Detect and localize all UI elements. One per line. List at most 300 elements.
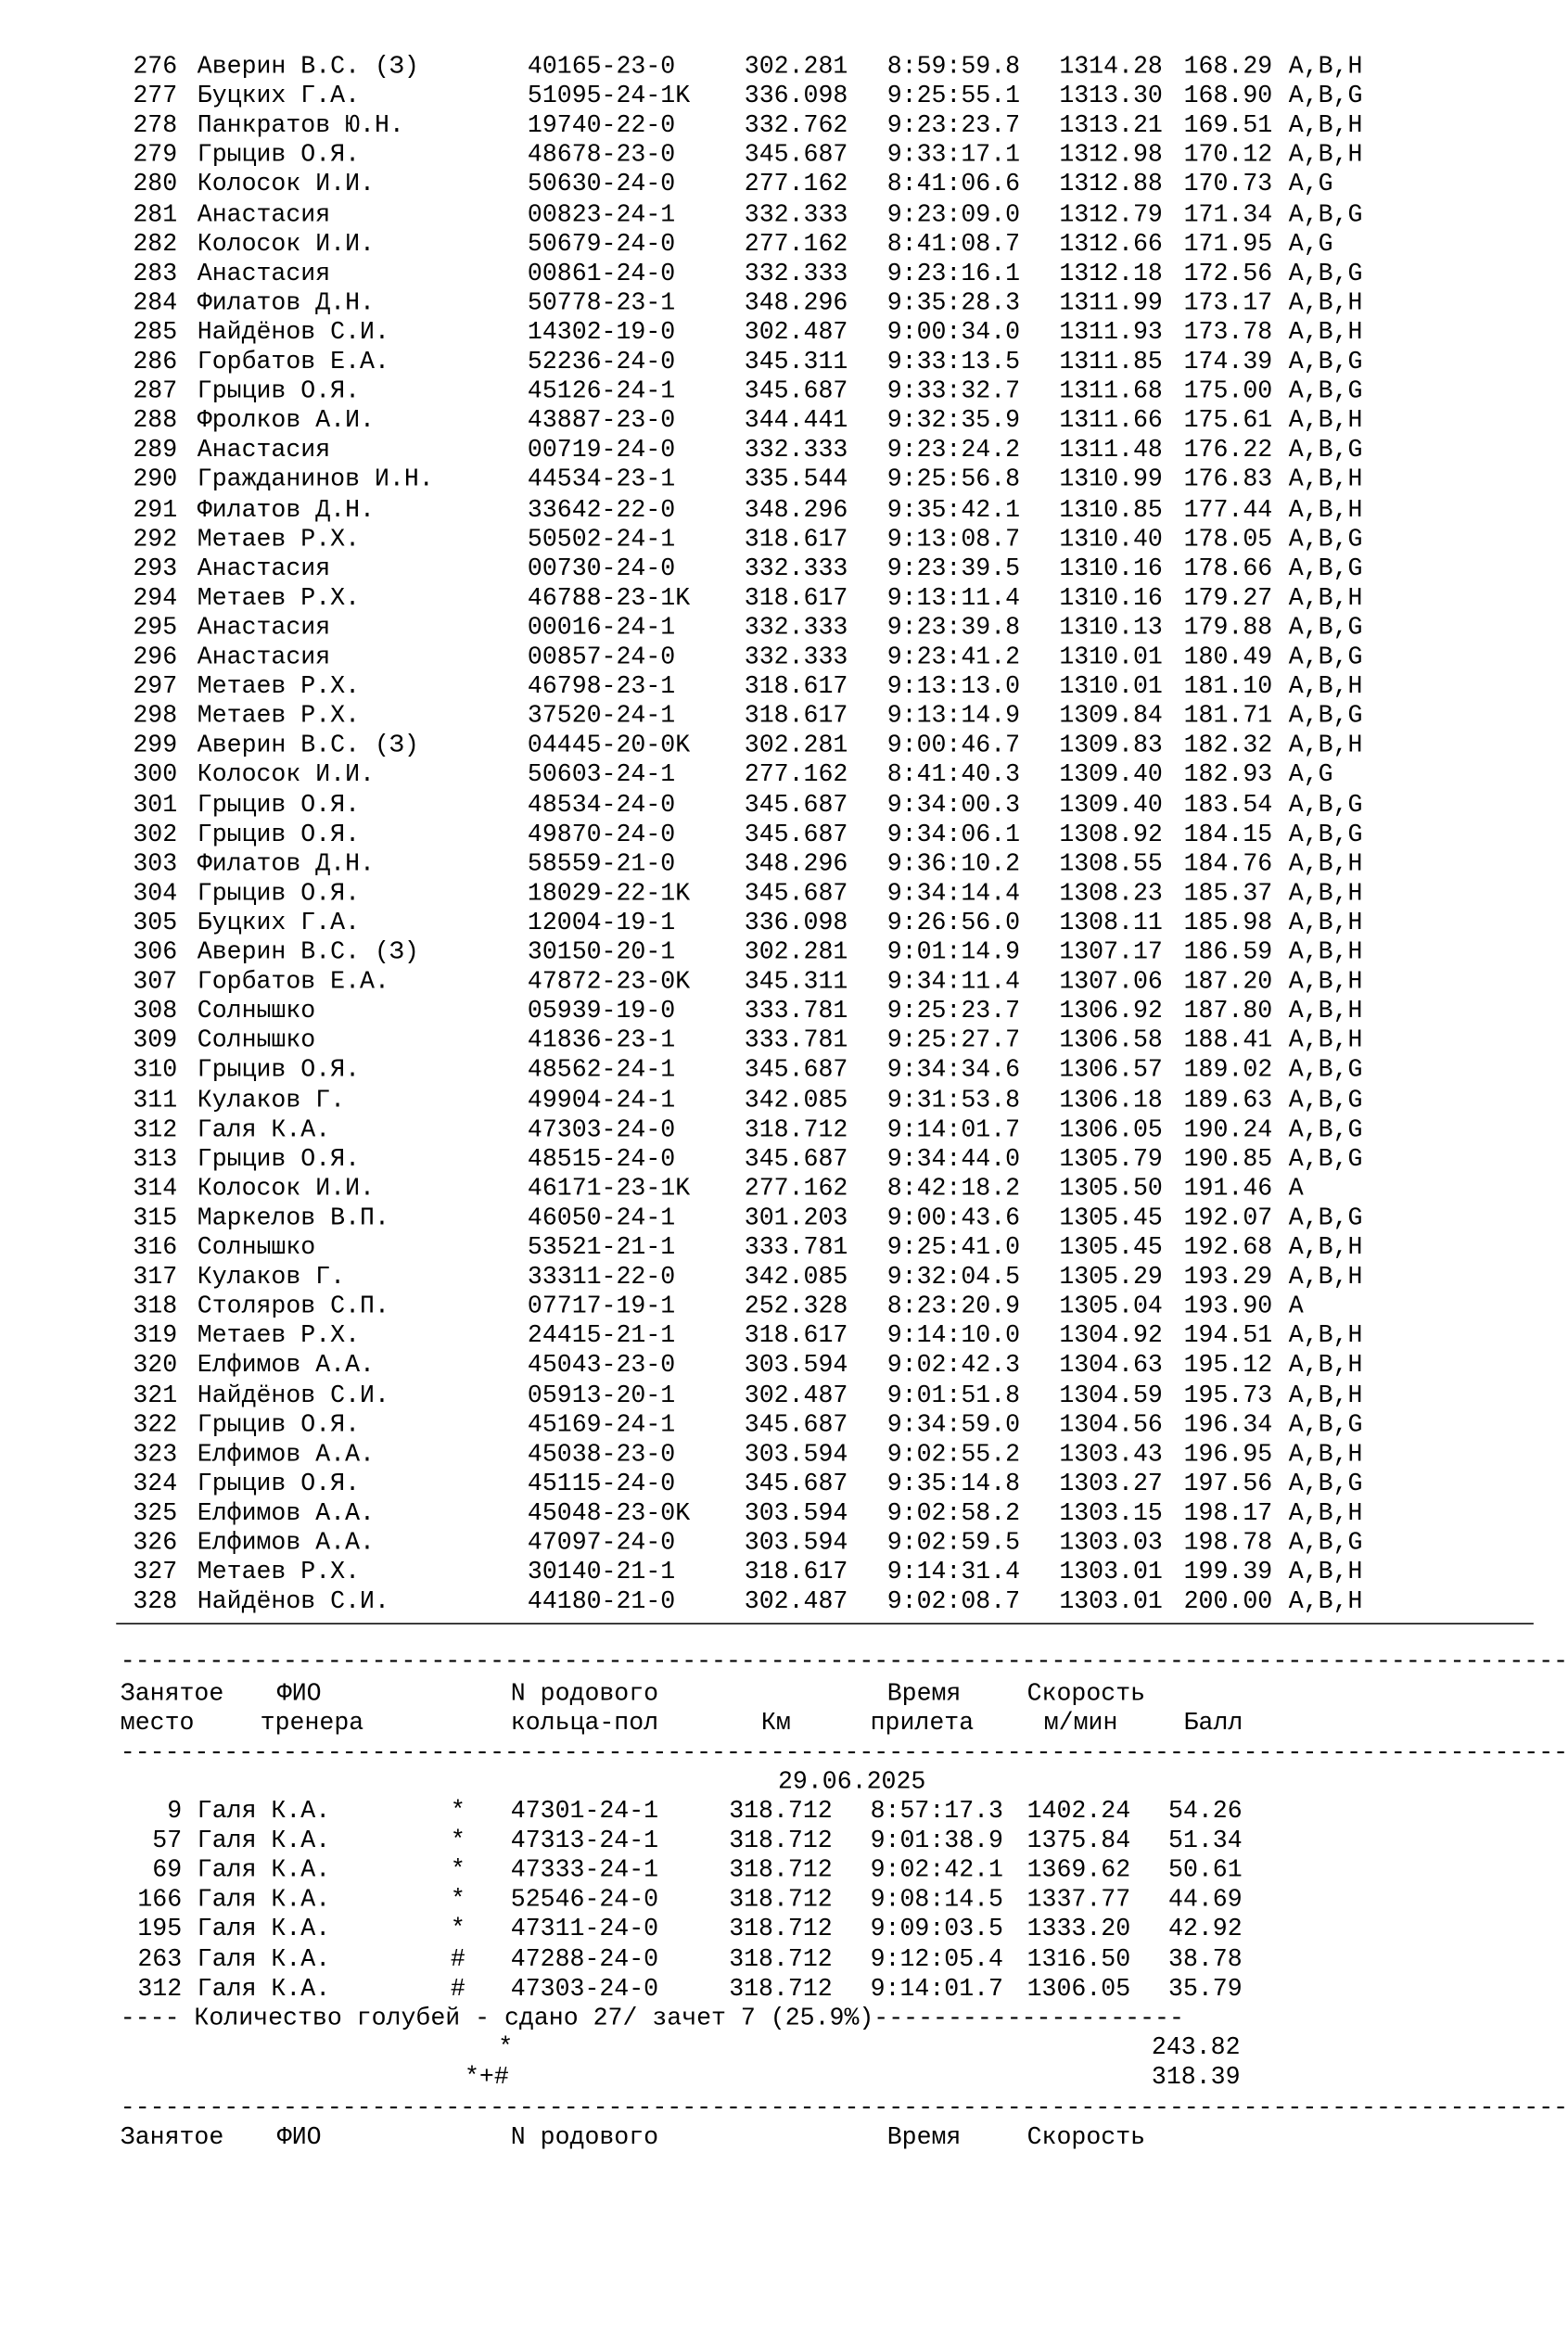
result-points: 51.34 xyxy=(1168,1827,1243,1856)
result-ring: 50502-24-1 xyxy=(527,525,676,554)
result-ring: 45038-23-0 xyxy=(527,1440,676,1469)
result-speed: 1311.66 xyxy=(1059,407,1163,436)
result-speed: 1311.68 xyxy=(1059,377,1163,406)
result-km: 333.781 xyxy=(744,998,848,1026)
result-ring: 52546-24-0 xyxy=(510,1886,659,1915)
result-ring: 50630-24-0 xyxy=(527,171,676,199)
result-time: 9:23:41.2 xyxy=(886,643,1021,672)
result-speed: 1310.16 xyxy=(1059,554,1163,583)
result-name: Панкратов Ю.Н. xyxy=(197,112,404,141)
result-name: Галя К.А. xyxy=(197,1945,331,1974)
result-ring: 33642-22-0 xyxy=(527,495,676,525)
result-groups: A,B,H xyxy=(1288,584,1363,613)
result-km: 302.487 xyxy=(744,1587,848,1617)
table-row xyxy=(0,201,1534,231)
result-ring: 00823-24-1 xyxy=(527,200,676,229)
result-name: Колосок И.И. xyxy=(197,761,375,790)
table-row xyxy=(0,1234,1534,1264)
result-ring: 48515-24-0 xyxy=(527,1145,676,1174)
table-row xyxy=(0,850,1534,880)
result-groups: A,B,H xyxy=(1288,909,1363,937)
result-name: Грыцив О.Я. xyxy=(197,821,361,849)
result-km: 345.687 xyxy=(744,821,848,849)
result-points: 197.56 xyxy=(1183,1470,1273,1498)
result-time: 9:25:41.0 xyxy=(886,1233,1021,1263)
result-speed: 1309.83 xyxy=(1059,732,1163,760)
result-km: 345.311 xyxy=(744,968,848,997)
result-time: 9:00:46.7 xyxy=(886,732,1021,760)
result-groups: A,B,H xyxy=(1288,1381,1363,1410)
result-groups: A,B,G xyxy=(1288,1056,1363,1086)
result-place: 306 xyxy=(133,938,178,967)
result-ring: 48562-24-1 xyxy=(527,1056,676,1086)
result-time: 8:41:06.6 xyxy=(886,171,1021,199)
result-place: 304 xyxy=(133,879,178,909)
result-ring: 47288-24-0 xyxy=(510,1945,659,1974)
result-groups: A,B,H xyxy=(1288,1027,1363,1056)
result-groups: A,B,H xyxy=(1288,112,1363,141)
result-ring: 47303-24-0 xyxy=(527,1115,676,1144)
result-km: 301.203 xyxy=(744,1204,848,1233)
result-time: 9:33:32.7 xyxy=(886,377,1021,406)
result-speed: 1306.92 xyxy=(1059,998,1163,1026)
result-place: 326 xyxy=(133,1529,178,1558)
result-speed: 1303.01 xyxy=(1059,1587,1163,1617)
header-km: Км xyxy=(760,1709,791,1738)
result-ring: 45115-24-0 xyxy=(527,1470,676,1498)
result-km: 318.712 xyxy=(729,1856,833,1885)
result-place: 303 xyxy=(133,850,178,879)
result-km: 277.162 xyxy=(744,230,848,259)
result-time: 9:13:08.7 xyxy=(886,525,1021,554)
result-name: Грыцив О.Я. xyxy=(197,377,361,406)
result-km: 345.687 xyxy=(744,1056,848,1086)
result-ring: 44534-23-1 xyxy=(527,466,676,495)
result-km: 345.687 xyxy=(744,1410,848,1440)
result-km: 303.594 xyxy=(744,1352,848,1381)
result-points: 199.39 xyxy=(1183,1559,1273,1587)
result-groups: A,B,G xyxy=(1288,1115,1363,1144)
result-speed: 1303.15 xyxy=(1059,1499,1163,1528)
result-time: 8:41:40.3 xyxy=(886,761,1021,790)
result-groups: A,B,G xyxy=(1288,83,1363,111)
result-groups: A,B,H xyxy=(1288,1352,1363,1381)
result-speed: 1303.27 xyxy=(1059,1470,1163,1498)
result-ring: 19740-22-0 xyxy=(527,112,676,141)
result-points: 178.05 xyxy=(1183,525,1273,554)
result-km: 302.487 xyxy=(744,318,848,348)
result-km: 318.617 xyxy=(744,1559,848,1587)
table-row xyxy=(0,910,1534,939)
table-row xyxy=(0,555,1534,585)
table-row xyxy=(0,1499,1534,1529)
result-place: 328 xyxy=(133,1587,178,1617)
result-name: Метаев Р.Х. xyxy=(197,1322,361,1351)
result-name: Галя К.А. xyxy=(197,1886,331,1915)
total-value: 243.82 xyxy=(1151,2034,1241,2063)
result-points: 193.29 xyxy=(1183,1263,1273,1292)
trainer-result-row xyxy=(0,1827,1534,1857)
result-speed: 1369.62 xyxy=(1026,1856,1131,1885)
result-speed: 1309.40 xyxy=(1059,761,1163,790)
table-row xyxy=(0,378,1534,408)
result-km: 342.085 xyxy=(744,1263,848,1292)
result-ring: 43887-23-0 xyxy=(527,407,676,436)
result-place: 298 xyxy=(133,702,178,731)
table-row xyxy=(0,1027,1534,1057)
table-row xyxy=(0,319,1534,349)
result-time: 9:32:04.5 xyxy=(886,1263,1021,1292)
result-time: 9:31:53.8 xyxy=(886,1086,1021,1114)
table-row xyxy=(0,349,1534,378)
result-speed: 1305.50 xyxy=(1059,1175,1163,1203)
result-speed: 1307.17 xyxy=(1059,938,1163,967)
result-place: 284 xyxy=(133,289,178,318)
result-points: 42.92 xyxy=(1168,1916,1243,1944)
result-ring: 46050-24-1 xyxy=(527,1204,676,1233)
result-time: 9:12:05.4 xyxy=(870,1945,1004,1974)
result-name: Найдёнов С.И. xyxy=(197,1587,389,1617)
result-points: 189.63 xyxy=(1183,1086,1273,1114)
result-name: Аверин В.С. (З) xyxy=(197,732,419,760)
result-speed: 1305.79 xyxy=(1059,1145,1163,1174)
section2-date-row xyxy=(0,1768,1534,1798)
result-points: 176.22 xyxy=(1183,437,1273,465)
result-time: 9:34:44.0 xyxy=(886,1145,1021,1174)
result-points: 179.27 xyxy=(1183,584,1273,613)
result-time: 9:34:00.3 xyxy=(886,791,1021,820)
result-ring: 47303-24-0 xyxy=(510,1975,659,2004)
result-name: Колосок И.И. xyxy=(197,171,375,199)
result-points: 196.95 xyxy=(1183,1440,1273,1469)
result-km: 345.687 xyxy=(744,791,848,820)
table-row xyxy=(0,1381,1534,1411)
result-ring: 51095-24-1K xyxy=(527,83,691,111)
result-place: 166 xyxy=(137,1886,183,1915)
result-ring: 05913-20-1 xyxy=(527,1381,676,1410)
result-points: 170.73 xyxy=(1183,171,1273,199)
result-speed: 1312.88 xyxy=(1059,171,1163,199)
result-place: 289 xyxy=(133,437,178,465)
result-time: 9:25:55.1 xyxy=(886,83,1021,111)
result-ring: 50778-23-1 xyxy=(527,289,676,318)
table-row xyxy=(0,1264,1534,1293)
result-time: 9:25:56.8 xyxy=(886,466,1021,495)
result-name: Столяров С.П. xyxy=(197,1292,389,1321)
result-groups: A,B,H xyxy=(1288,466,1363,495)
result-name: Метаев Р.Х. xyxy=(197,702,361,731)
result-name: Солнышко xyxy=(197,998,316,1026)
result-km: 332.333 xyxy=(744,200,848,229)
result-points: 185.37 xyxy=(1183,879,1273,909)
result-ring: 30140-21-1 xyxy=(527,1559,676,1587)
result-speed: 1303.43 xyxy=(1059,1440,1163,1469)
result-name: Грыцив О.Я. xyxy=(197,879,361,909)
result-time: 9:23:23.7 xyxy=(886,112,1021,141)
result-groups: A,B,G xyxy=(1288,1410,1363,1440)
result-mark: # xyxy=(450,1975,465,2004)
result-place: 57 xyxy=(152,1827,183,1856)
result-groups: A,B,G xyxy=(1288,1470,1363,1498)
result-km: 302.487 xyxy=(744,1381,848,1410)
result-place: 312 xyxy=(133,1115,178,1144)
table-row xyxy=(0,732,1534,762)
result-groups: A,B,G xyxy=(1288,348,1363,376)
result-km: 332.333 xyxy=(744,260,848,288)
result-groups: A,B,H xyxy=(1288,998,1363,1026)
result-speed: 1306.57 xyxy=(1059,1056,1163,1086)
result-place: 322 xyxy=(133,1410,178,1440)
result-name: Елфимов А.А. xyxy=(197,1352,375,1381)
result-place: 282 xyxy=(133,230,178,259)
result-points: 173.17 xyxy=(1183,289,1273,318)
result-place: 324 xyxy=(133,1470,178,1498)
header-ring: N родового xyxy=(510,2123,659,2152)
result-km: 318.617 xyxy=(744,1322,848,1351)
result-time: 9:01:51.8 xyxy=(886,1381,1021,1410)
result-name: Солнышко xyxy=(197,1233,316,1263)
result-time: 9:23:39.5 xyxy=(886,554,1021,583)
result-ring: 00861-24-0 xyxy=(527,260,676,288)
table-row xyxy=(0,466,1534,496)
result-km: 318.712 xyxy=(729,1827,833,1856)
result-groups: A xyxy=(1288,1292,1304,1321)
result-time: 9:14:31.4 xyxy=(886,1559,1021,1587)
result-ring: 50603-24-1 xyxy=(527,761,676,790)
result-name: Грыцив О.Я. xyxy=(197,1470,361,1498)
result-points: 181.10 xyxy=(1183,672,1273,702)
result-groups: A,B,H xyxy=(1288,732,1363,760)
result-points: 190.85 xyxy=(1183,1145,1273,1174)
result-place: 308 xyxy=(133,998,178,1026)
result-time: 9:34:06.1 xyxy=(886,821,1021,849)
table-row xyxy=(0,496,1534,526)
result-km: 318.617 xyxy=(744,702,848,731)
result-groups: A,B,G xyxy=(1288,643,1363,672)
result-time: 9:32:35.9 xyxy=(886,407,1021,436)
result-groups: A,B,H xyxy=(1288,1559,1363,1587)
result-speed: 1316.50 xyxy=(1026,1945,1131,1974)
footer-header xyxy=(0,2124,1534,2154)
result-place: 325 xyxy=(133,1499,178,1528)
result-ring: 49904-24-1 xyxy=(527,1086,676,1114)
result-name: Кулаков Г. xyxy=(197,1263,346,1292)
result-points: 196.34 xyxy=(1183,1410,1273,1440)
result-ring: 33311-22-0 xyxy=(527,1263,676,1292)
result-speed: 1313.30 xyxy=(1059,83,1163,111)
result-km: 318.617 xyxy=(744,672,848,702)
trainer-result-row xyxy=(0,1916,1534,1945)
result-time: 9:14:01.7 xyxy=(870,1975,1004,2004)
result-speed: 1310.13 xyxy=(1059,614,1163,643)
result-ring: 45126-24-1 xyxy=(527,377,676,406)
result-place: 299 xyxy=(133,732,178,760)
result-points: 184.15 xyxy=(1183,821,1273,849)
result-name: Колосок И.И. xyxy=(197,1175,375,1203)
result-km: 277.162 xyxy=(744,761,848,790)
header-time: Время xyxy=(886,2123,962,2152)
result-time: 9:13:11.4 xyxy=(886,584,1021,613)
table-row xyxy=(0,1441,1534,1471)
result-speed: 1304.56 xyxy=(1059,1410,1163,1440)
result-speed: 1306.05 xyxy=(1059,1115,1163,1144)
result-groups: A,B,H xyxy=(1288,141,1363,171)
header-speed-sub: м/мин xyxy=(1043,1709,1118,1738)
result-time: 9:36:10.2 xyxy=(886,850,1021,879)
result-speed: 1306.05 xyxy=(1026,1975,1131,2004)
result-points: 184.76 xyxy=(1183,850,1273,879)
result-time: 9:23:16.1 xyxy=(886,260,1021,288)
result-time: 9:02:59.5 xyxy=(886,1529,1021,1558)
result-km: 333.781 xyxy=(744,1027,848,1056)
result-place: 291 xyxy=(133,495,178,525)
result-points: 192.07 xyxy=(1183,1204,1273,1233)
result-name: Метаев Р.Х. xyxy=(197,584,361,613)
table-row xyxy=(0,643,1534,673)
result-name: Метаев Р.Х. xyxy=(197,1559,361,1587)
result-time: 9:01:14.9 xyxy=(886,938,1021,967)
result-place: 302 xyxy=(133,821,178,849)
result-ring: 40165-23-0 xyxy=(527,53,676,82)
result-points: 173.78 xyxy=(1183,318,1273,348)
result-km: 345.687 xyxy=(744,1145,848,1174)
total-row-1 xyxy=(0,2034,1534,2064)
result-speed: 1312.66 xyxy=(1059,230,1163,259)
result-place: 69 xyxy=(152,1856,183,1885)
result-ring: 00857-24-0 xyxy=(527,643,676,672)
result-groups: A,B,G xyxy=(1288,525,1363,554)
result-points: 190.24 xyxy=(1183,1115,1273,1144)
result-name: Филатов Д.Н. xyxy=(197,495,375,525)
result-time: 9:13:14.9 xyxy=(886,702,1021,731)
result-name: Колосок И.И. xyxy=(197,230,375,259)
result-points: 38.78 xyxy=(1168,1945,1243,1974)
result-place: 312 xyxy=(137,1975,183,2004)
result-groups: A,B,G xyxy=(1288,1086,1363,1114)
result-km: 332.333 xyxy=(744,643,848,672)
table-row xyxy=(0,1352,1534,1381)
result-speed: 1310.01 xyxy=(1059,672,1163,702)
result-time: 9:02:42.1 xyxy=(870,1856,1004,1885)
result-ring: 48534-24-0 xyxy=(527,791,676,820)
result-km: 318.712 xyxy=(744,1115,848,1144)
result-speed: 1305.04 xyxy=(1059,1292,1163,1321)
result-points: 182.93 xyxy=(1183,761,1273,790)
result-place: 316 xyxy=(133,1233,178,1263)
result-speed: 1312.98 xyxy=(1059,141,1163,171)
result-name: Анастасия xyxy=(197,643,331,672)
result-speed: 1308.11 xyxy=(1059,909,1163,937)
trainer-result-row xyxy=(0,1857,1534,1887)
result-km: 345.687 xyxy=(744,1470,848,1498)
result-name: Анастасия xyxy=(197,200,331,229)
result-ring: 00016-24-1 xyxy=(527,614,676,643)
result-speed: 1305.45 xyxy=(1059,1204,1163,1233)
result-time: 9:35:14.8 xyxy=(886,1470,1021,1498)
result-points: 171.34 xyxy=(1183,200,1273,229)
result-time: 9:14:01.7 xyxy=(886,1115,1021,1144)
result-points: 187.20 xyxy=(1183,968,1273,997)
result-ring: 45048-23-0K xyxy=(527,1499,691,1528)
result-speed: 1304.63 xyxy=(1059,1352,1163,1381)
result-groups: A,B,H xyxy=(1288,968,1363,997)
result-place: 307 xyxy=(133,968,178,997)
result-groups: A,B,H xyxy=(1288,495,1363,525)
result-name: Галя К.А. xyxy=(197,1975,331,2004)
result-speed: 1311.99 xyxy=(1059,289,1163,318)
result-name: Маркелов В.П. xyxy=(197,1204,389,1233)
result-points: 198.78 xyxy=(1183,1529,1273,1558)
result-time: 8:41:08.7 xyxy=(886,230,1021,259)
result-time: 9:09:03.5 xyxy=(870,1916,1004,1944)
result-groups: A,B,H xyxy=(1288,1587,1363,1617)
result-groups: A,B,G xyxy=(1288,1529,1363,1558)
result-points: 198.17 xyxy=(1183,1499,1273,1528)
result-time: 8:42:18.2 xyxy=(886,1175,1021,1203)
table-row xyxy=(0,614,1534,643)
header-ring-sub: кольца-пол xyxy=(510,1709,659,1738)
table-row xyxy=(0,1293,1534,1323)
result-km: 345.687 xyxy=(744,141,848,171)
result-place: 288 xyxy=(133,407,178,436)
result-name: Анастасия xyxy=(197,554,331,583)
result-ring: 44180-21-0 xyxy=(527,1587,676,1617)
table-row xyxy=(0,53,1534,83)
result-name: Филатов Д.Н. xyxy=(197,289,375,318)
result-name: Аверин В.С. (З) xyxy=(197,938,419,967)
trainer-result-row xyxy=(0,1975,1534,2005)
result-speed: 1311.48 xyxy=(1059,437,1163,465)
result-groups: A,B,H xyxy=(1288,289,1363,318)
result-km: 335.544 xyxy=(744,466,848,495)
result-ring: 52236-24-0 xyxy=(527,348,676,376)
result-time: 9:00:34.0 xyxy=(886,318,1021,348)
result-speed: 1310.40 xyxy=(1059,525,1163,554)
result-groups: A,B,H xyxy=(1288,672,1363,702)
result-points: 170.12 xyxy=(1183,141,1273,171)
result-km: 345.311 xyxy=(744,348,848,376)
result-points: 180.49 xyxy=(1183,643,1273,672)
result-km: 303.594 xyxy=(744,1529,848,1558)
table-row xyxy=(0,1087,1534,1116)
result-speed: 1305.29 xyxy=(1059,1263,1163,1292)
header-ring: N родового xyxy=(510,1680,659,1709)
result-points: 168.90 xyxy=(1183,83,1273,111)
result-time: 9:34:11.4 xyxy=(886,968,1021,997)
result-groups: A,B,G xyxy=(1288,200,1363,229)
table-row xyxy=(0,289,1534,319)
result-name: Метаев Р.Х. xyxy=(197,525,361,554)
header-name: ФИО xyxy=(276,2123,322,2152)
result-time: 9:26:56.0 xyxy=(886,909,1021,937)
table-row xyxy=(0,1529,1534,1559)
result-speed: 1310.85 xyxy=(1059,495,1163,525)
result-place: 297 xyxy=(133,672,178,702)
result-speed: 1309.40 xyxy=(1059,791,1163,820)
result-points: 187.80 xyxy=(1183,998,1273,1026)
result-km: 348.296 xyxy=(744,495,848,525)
result-groups: A,B,G xyxy=(1288,1145,1363,1174)
table-row xyxy=(0,998,1534,1027)
result-ring: 47872-23-0K xyxy=(527,968,691,997)
result-time: 9:02:55.2 xyxy=(886,1440,1021,1469)
table-row xyxy=(0,1411,1534,1441)
result-points: 179.88 xyxy=(1183,614,1273,643)
result-groups: A,B,H xyxy=(1288,938,1363,967)
table-row xyxy=(0,1057,1534,1087)
result-name: Фролков А.И. xyxy=(197,407,375,436)
result-groups: A,B,H xyxy=(1288,1263,1363,1292)
